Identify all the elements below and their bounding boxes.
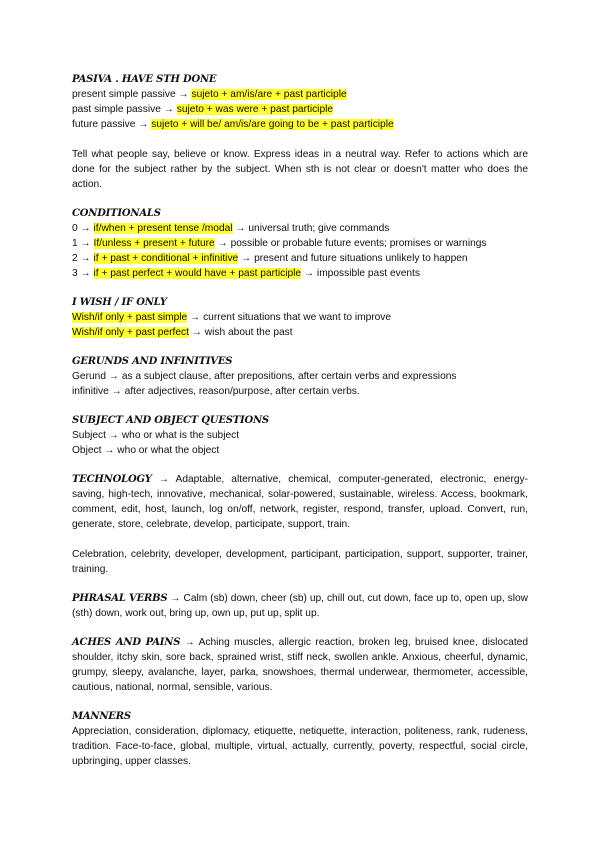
line-text: → present and future situations unlikely to happen [238,253,468,264]
line-text: → wish about the past [188,327,293,338]
object-question-line: Object → who or what the object [72,445,220,456]
conditionals-section [72,206,528,281]
line-text: → universal truth; give commands [232,223,390,234]
passive-section [72,72,528,192]
infinitive-line: infinitive → after adjectives, reason/purpose, after certain verbs. [72,386,360,397]
phrasal-text: → Calm (sb) down, cheer (sb) up, chill out, cut down, face up to, open up, slow (sth) down, work out, bring up, own up, put up, split up. [72,593,528,619]
technology-text: → Adaptable, alternative, chemical, computer-generated, electronic, energy-saving, high-tech, innovative, mechanical, solar-powered, sustainable, wireless. Access, bookmark, comment, edit, host, launch, log on/off, network, register, respond, transfer, upload. Convert, run, generate, store, celebrate, develop, participate, support, train. [72,474,528,530]
wish-heading: I WISH / IF ONLY [72,297,167,308]
conditionals-heading: CONDITIONALS [72,208,161,219]
highlighted-rule: Wish/if only + past perfect [72,327,189,338]
questions-section [72,413,528,458]
line-text: future passive → [72,119,152,130]
gerunds-section [72,354,528,399]
phrasal-section [72,591,528,621]
technology-paragraph-nouns: Celebration, celebrity, developer, development, participant, participation, support, supporter, trainer, training. [72,549,528,575]
questions-heading: SUBJECT AND OBJECT QUESTIONS [72,415,269,426]
wish-line-present [72,310,528,325]
highlighted-rule: if/when + present tense /modal [93,223,233,234]
technology-paragraph [72,472,528,532]
aches-section [72,635,528,695]
manners-section [72,709,528,769]
gerunds-heading: GERUNDS AND INFINITIVES [72,356,233,367]
wish-section [72,295,528,340]
aches-paragraph [72,635,528,695]
highlighted-rule: if + past + conditional + infinitive [93,253,239,264]
wish-line-past [72,325,528,340]
passive-line-future [72,117,528,132]
highlighted-rule: If/unless + present + future [93,238,215,249]
technology-heading: TECHNOLOGY [72,474,152,485]
manners-heading: MANNERS [72,711,131,722]
line-text: 0 → [72,223,94,234]
line-text: 2 → [72,253,94,264]
highlighted-rule: sujeto + was were + past participle [176,104,334,115]
highlighted-rule: Wish/if only + past simple [72,312,188,323]
technology-section [72,472,528,577]
aches-text: → Aching muscles, allergic reaction, broken leg, bruised knee, dislocated shoulder, itchy skin, sore back, sprained wrist, stiff neck, swollen ankle. Anxious, cheerful, dynamic, grumpy, sleepy, avalanche, layer, parka, snowshoes, thermal underwear, thermometer, accessible, cautious, national, normal, sensible, various. [72,637,528,693]
line-text: → impossible past events [301,268,420,279]
line-text: 1 → [72,238,94,249]
conditional-line-third [72,266,528,281]
passive-line-present [72,87,528,102]
highlighted-rule: if + past perfect + would have + past participle [93,268,302,279]
passive-heading: PASIVA . HAVE STH DONE [72,74,217,85]
phrasal-heading: PHRASAL VERBS [72,593,168,604]
gerund-line: Gerund → as a subject clause, after prepositions, after certain verbs and expressions [72,371,457,382]
conditional-line-first [72,236,528,251]
line-text: past simple passive → [72,104,177,115]
line-text: 3 → [72,268,94,279]
manners-paragraph: Appreciation, consideration, diplomacy, etiquette, netiquette, interaction, politeness, rank, rudeness, tradition. Face-to-face, global, multiple, virtual, actually, currently, poverty, respectful, social circle, upbringing, upper classes. [72,726,528,767]
aches-heading: ACHES AND PAINS [72,637,181,648]
subject-question-line: Subject → who or what is the subject [72,430,240,441]
passive-line-past [72,102,528,117]
highlighted-rule: sujeto + am/is/are + past participle [191,89,347,100]
passive-paragraph: Tell what people say, believe or know. Express ideas in a neutral way. Refer to actions which are done for the subject rather by the subject. When sth is not clear or doesn't matter who does the action. [72,149,528,190]
line-text: → possible or probable future events; promises or warnings [214,238,487,249]
phrasal-paragraph [72,591,528,621]
conditional-line-second [72,251,528,266]
conditional-line-zero [72,221,528,236]
highlighted-rule: sujeto + will be/ am/is/are going to be + past participle [151,119,394,130]
line-text: present simple passive → [72,89,192,100]
line-text: → current situations that we want to improve [187,312,392,323]
